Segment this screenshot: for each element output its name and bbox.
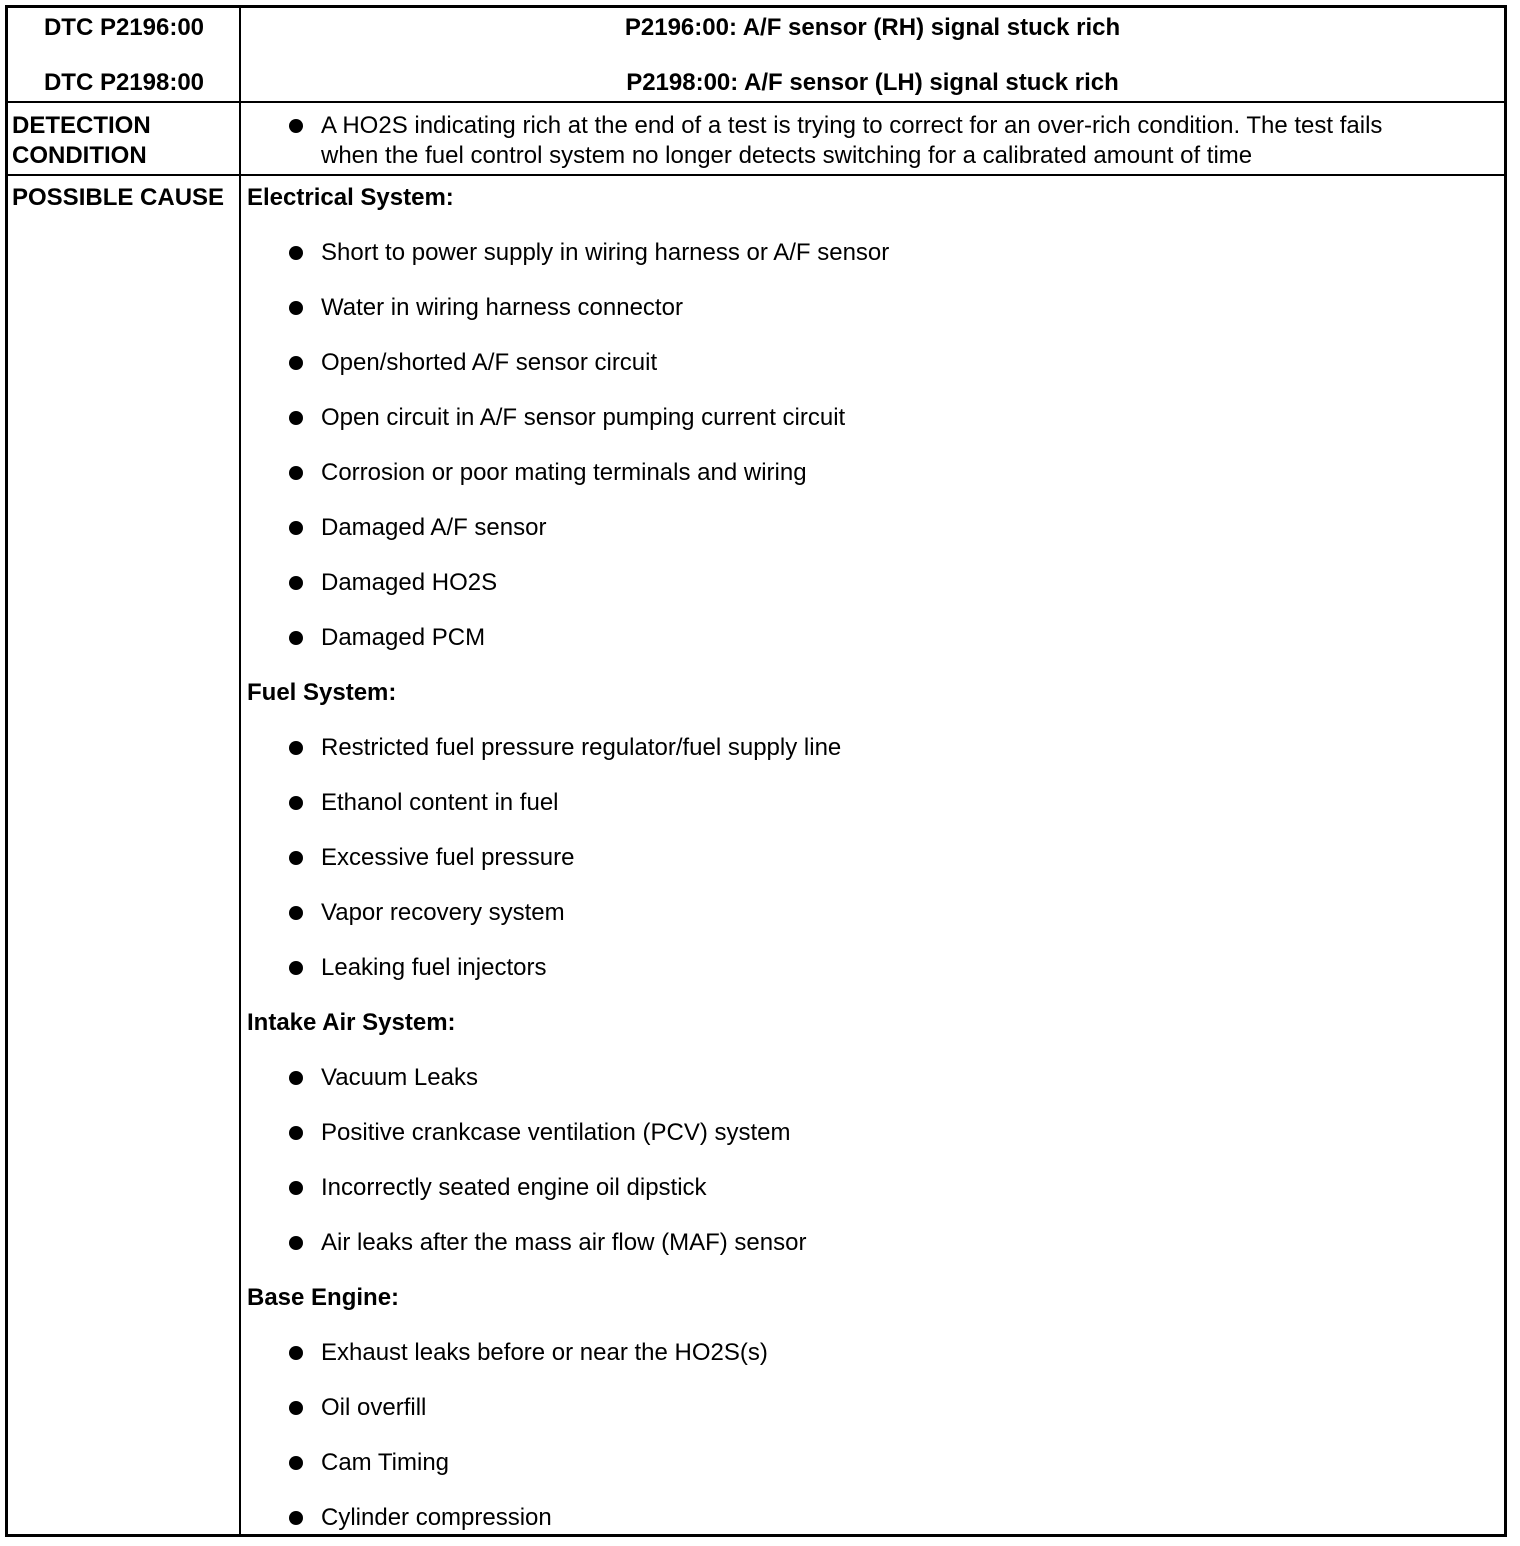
cause-item: Vacuum Leaks — [321, 1064, 478, 1091]
cause-item: Exhaust leaks before or near the HO2S(s) — [321, 1339, 768, 1366]
bullet-icon — [289, 301, 303, 315]
dtc-title: P2198:00: A/F sensor (LH) signal stuck rich — [626, 69, 1119, 96]
detection-text: A HO2S indicating rich at the end of a test is trying to correct for an over-rich condition. The test fails — [321, 112, 1383, 139]
row-divider — [8, 174, 1504, 176]
bullet-icon — [289, 1401, 303, 1415]
cause-item: Cam Timing — [321, 1449, 450, 1476]
dtc-table — [5, 5, 1507, 1537]
cause-item: Damaged A/F sensor — [321, 514, 547, 541]
cause-item: Damaged PCM — [321, 624, 486, 651]
cause-item: Oil overfill — [321, 1394, 427, 1421]
bullet-icon — [289, 1456, 303, 1470]
cause-section-heading: Electrical System: — [247, 184, 454, 211]
bullet-icon — [289, 466, 303, 480]
dtc-title: P2196:00: A/F sensor (RH) signal stuck rich — [624, 14, 1121, 41]
bullet-icon — [289, 631, 303, 645]
cause-item: Damaged HO2S — [321, 569, 498, 596]
detection-text: when the fuel control system no longer detects switching for a calibrated amount of time — [321, 142, 1253, 169]
cause-item: Short to power supply in wiring harness or A/F sensor — [321, 239, 890, 266]
cause-item: Air leaks after the mass air flow (MAF) sensor — [321, 1229, 807, 1256]
bullet-icon — [289, 521, 303, 535]
possible-cause-label: POSSIBLE CAUSE — [12, 184, 225, 211]
cause-item: Incorrectly seated engine oil dipstick — [321, 1174, 707, 1201]
cause-item: Cylinder compression — [321, 1504, 552, 1531]
bullet-icon — [289, 1181, 303, 1195]
cause-section-heading: Intake Air System: — [247, 1009, 456, 1036]
bullet-icon — [289, 119, 303, 133]
bullet-icon — [289, 1071, 303, 1085]
detection-label: CONDITION — [12, 142, 147, 169]
bullet-icon — [289, 1346, 303, 1360]
cause-item: Positive crankcase ventilation (PCV) system — [321, 1119, 791, 1146]
cause-item: Ethanol content in fuel — [321, 789, 559, 816]
cause-item: Excessive fuel pressure — [321, 844, 575, 871]
bullet-icon — [289, 246, 303, 260]
bullet-icon — [289, 576, 303, 590]
cause-item: Corrosion or poor mating terminals and wiring — [321, 459, 807, 486]
bullet-icon — [289, 1236, 303, 1250]
bullet-icon — [289, 356, 303, 370]
dtc-code: DTC P2196:00 — [43, 14, 205, 41]
bullet-icon — [289, 741, 303, 755]
cause-item: Leaking fuel injectors — [321, 954, 547, 981]
row-divider — [8, 101, 1504, 103]
bullet-icon — [289, 906, 303, 920]
cause-item: Open/shorted A/F sensor circuit — [321, 349, 658, 376]
column-divider — [239, 8, 241, 1534]
bullet-icon — [289, 1126, 303, 1140]
cause-section-heading: Fuel System: — [247, 679, 397, 706]
cause-section-heading: Base Engine: — [247, 1284, 400, 1311]
cause-item: Open circuit in A/F sensor pumping current circuit — [321, 404, 846, 431]
cause-item: Vapor recovery system — [321, 899, 565, 926]
bullet-icon — [289, 961, 303, 975]
bullet-icon — [289, 851, 303, 865]
bullet-icon — [289, 1511, 303, 1525]
cause-item: Restricted fuel pressure regulator/fuel supply line — [321, 734, 842, 761]
cause-item: Water in wiring harness connector — [321, 294, 683, 321]
detection-label: DETECTION — [12, 112, 151, 139]
dtc-code: DTC P2198:00 — [43, 69, 205, 96]
bullet-icon — [289, 796, 303, 810]
bullet-icon — [289, 411, 303, 425]
